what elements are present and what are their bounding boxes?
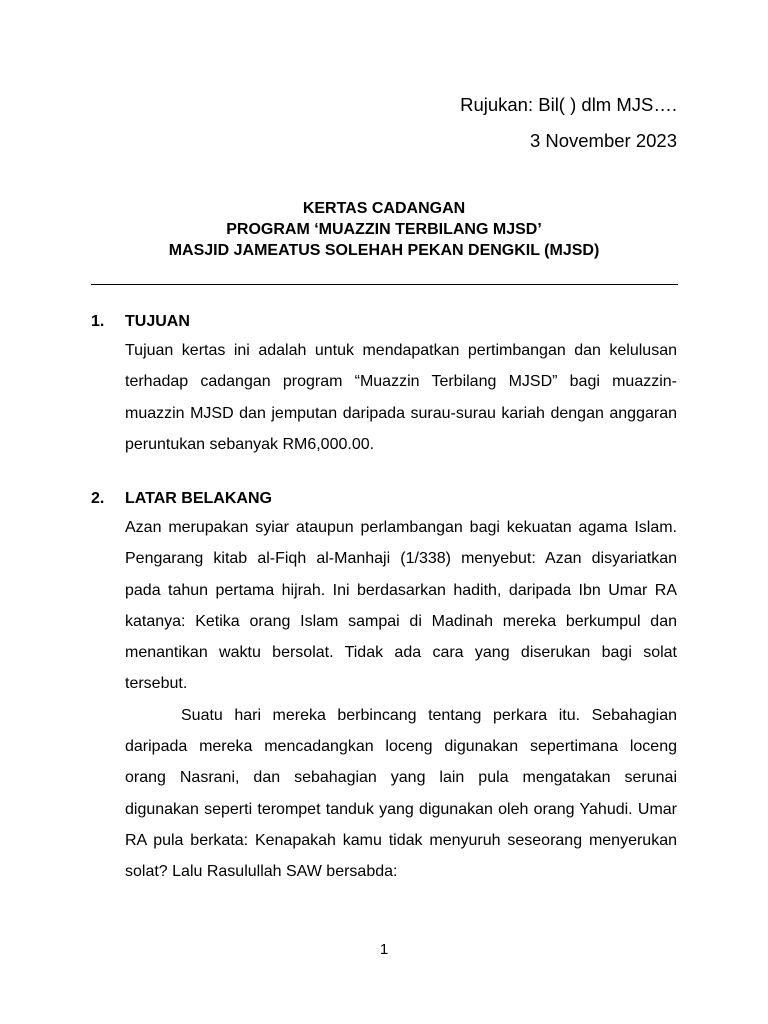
section-heading-latar-belakang bbox=[91, 489, 272, 509]
paragraph: Suatu hari mereka berbincang tentang perkara itu. Sebahagian daripada mereka mencadangkan loceng digunakan sepertimana loceng orang Nasrani, dan sebahagian yang lain pula mengatakan serunai digunakan seperti terompet tanduk yang digunakan oleh orang Yahudi. Umar RA pula berkata: Kenapakah kamu tidak menyuruh seseorang menyerukan solat? Lalu Rasulullah SAW bersabda: bbox=[125, 706, 677, 881]
section-heading-tujuan bbox=[91, 312, 190, 332]
section-title: TUJUAN bbox=[125, 313, 190, 330]
document-title bbox=[91, 198, 677, 261]
title-divider bbox=[91, 284, 678, 285]
reference-number: Rujukan: Bil( ) dlm MJS…. bbox=[460, 94, 677, 115]
title-line-1: KERTAS CADANGAN bbox=[302, 200, 466, 217]
section-title: LATAR BELAKANG bbox=[125, 490, 272, 507]
title-line-3: MASJID JAMEATUS SOLEHAH PEKAN DENGKIL (MJSD) bbox=[168, 242, 600, 259]
paragraph: Tujuan kertas ini adalah untuk mendapatkan pertimbangan dan kelulusan terhadap cadangan program “Muazzin Terbilang MJSD” bagi muazzin-muazzin MJSD dan jemputan daripada surau-surau kariah dengan anggaran peruntukan sebanyak RM6,000.00. bbox=[125, 342, 677, 453]
section-number: 1. bbox=[91, 313, 105, 330]
document-date: 3 November 2023 bbox=[529, 130, 677, 151]
page-number: 1 bbox=[379, 941, 389, 958]
title-line-2: PROGRAM ‘MUAZZIN TERBILANG MJSD’ bbox=[226, 221, 542, 238]
section-number: 2. bbox=[91, 490, 105, 507]
paragraph: Azan merupakan syiar ataupun perlambangan bagi kekuatan agama Islam. Pengarang kitab al-Fiqh al-Manhaji (1/338) menyebut: Azan disyariatkan pada tahun pertama hijrah. Ini berdasarkan hadith, daripada Ibn Umar RA katanya: Ketika orang Islam sampai di Madinah mereka berkumpul dan menantikan waktu bersolat. Tidak ada cara yang diserukan bagi solat tersebut. bbox=[125, 519, 677, 693]
section-body-tujuan bbox=[125, 335, 677, 460]
section-body-latar-belakang bbox=[125, 512, 677, 888]
